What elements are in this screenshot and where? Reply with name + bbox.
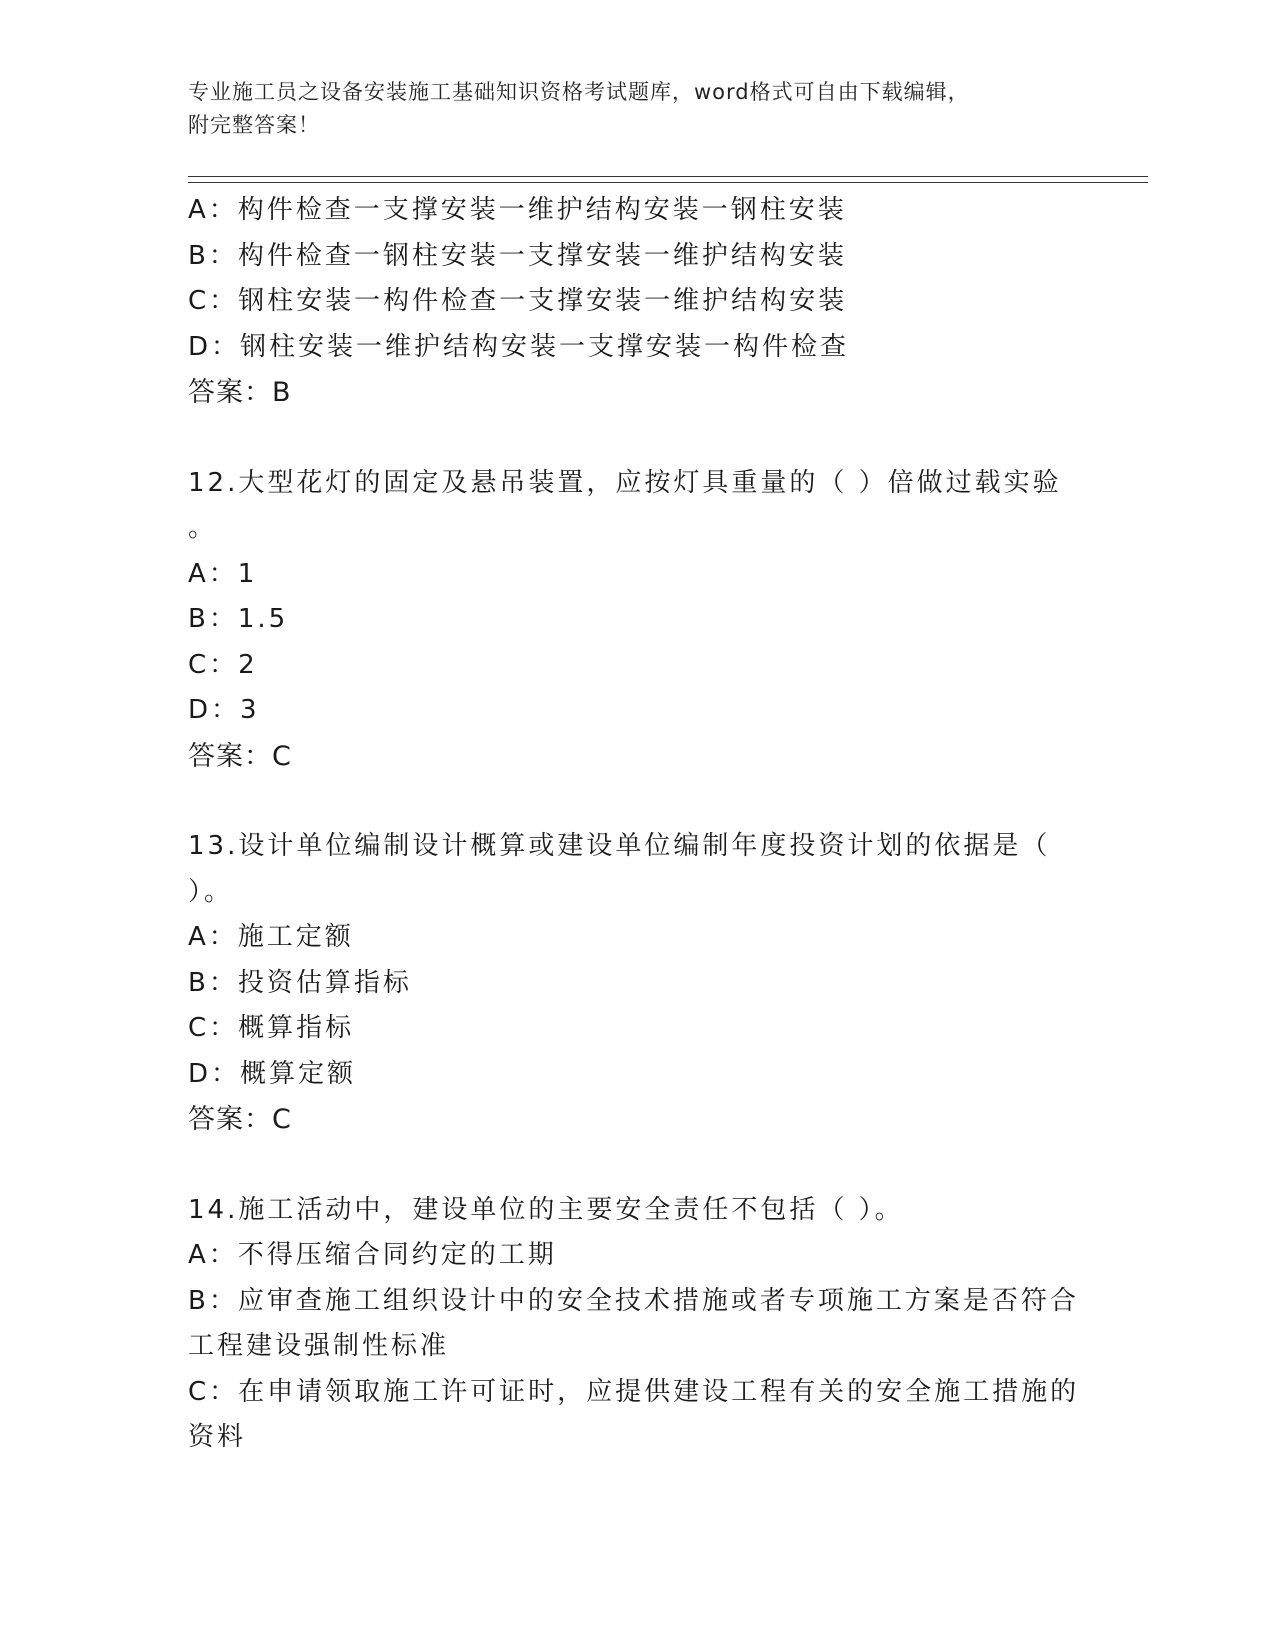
question-stem-continued: ）。 [188, 876, 234, 907]
question-content [188, 188, 1088, 1461]
option-c: C：在申请领取施工许可证时，应提供建设工程有关的安全施工措施的 [188, 1376, 1080, 1407]
question-stem: 13.设计单位编制设计概算或建设单位编制年度投资计划的依据是（ [188, 831, 1051, 861]
header-divider-top [188, 176, 1148, 177]
option-c: C：钢柱安装一构件检查一支撑安装一维护结构安装 [188, 286, 848, 316]
spacer [188, 779, 1088, 824]
option-b: B：应审查施工组织设计中的安全技术措施或者专项施工方案是否符合 [188, 1285, 1079, 1316]
option-b: B：构件检查一钢柱安装一支撑安装一维护结构安装 [188, 240, 847, 271]
option-b-continued: 工程建设强制性标准 [188, 1331, 450, 1361]
option-c-continued: 资料 [188, 1422, 247, 1452]
question-14 [188, 1188, 1088, 1461]
header-divider-bottom [188, 182, 1148, 183]
option-d: D：钢柱安装一维护结构安装一支撑安装一构件检查 [188, 331, 850, 362]
question-12 [188, 461, 1088, 780]
option-a: A：构件检查一支撑安装一维护结构安装一钢柱安装 [188, 195, 847, 225]
option-c: C：2 [188, 649, 258, 680]
option-a: A：1 [188, 558, 258, 589]
spacer [188, 1143, 1088, 1188]
option-a: A：施工定额 [188, 922, 354, 952]
answer: 答案：C [188, 740, 292, 772]
question-11 [188, 188, 1088, 416]
question-stem: 12.大型花灯的固定及悬吊装置，应按灯具重量的（ ）倍做过载实验 [188, 467, 1062, 498]
option-d: D：概算定额 [188, 1058, 357, 1089]
header-line-2: 附完整答案！ [188, 113, 320, 137]
option-c: C：概算指标 [188, 1013, 355, 1043]
question-stem-continued: 。 [188, 513, 218, 543]
option-a: A：不得压缩合同约定的工期 [188, 1240, 557, 1270]
option-d: D：3 [188, 695, 260, 725]
document-header [188, 76, 1068, 142]
option-b: B：投资估算指标 [188, 967, 412, 998]
header-line-1: 专业施工员之设备安装施工基础知识资格考试题库，word格式可自由下载编辑， [188, 80, 970, 104]
question-13 [188, 824, 1088, 1143]
question-stem: 14.施工活动中，建设单位的主要安全责任不包括（ ）。 [188, 1194, 904, 1225]
answer: 答案：B [188, 377, 292, 408]
option-b: B：1.5 [188, 604, 289, 634]
answer: 答案：C [188, 1104, 292, 1135]
spacer [188, 416, 1088, 461]
